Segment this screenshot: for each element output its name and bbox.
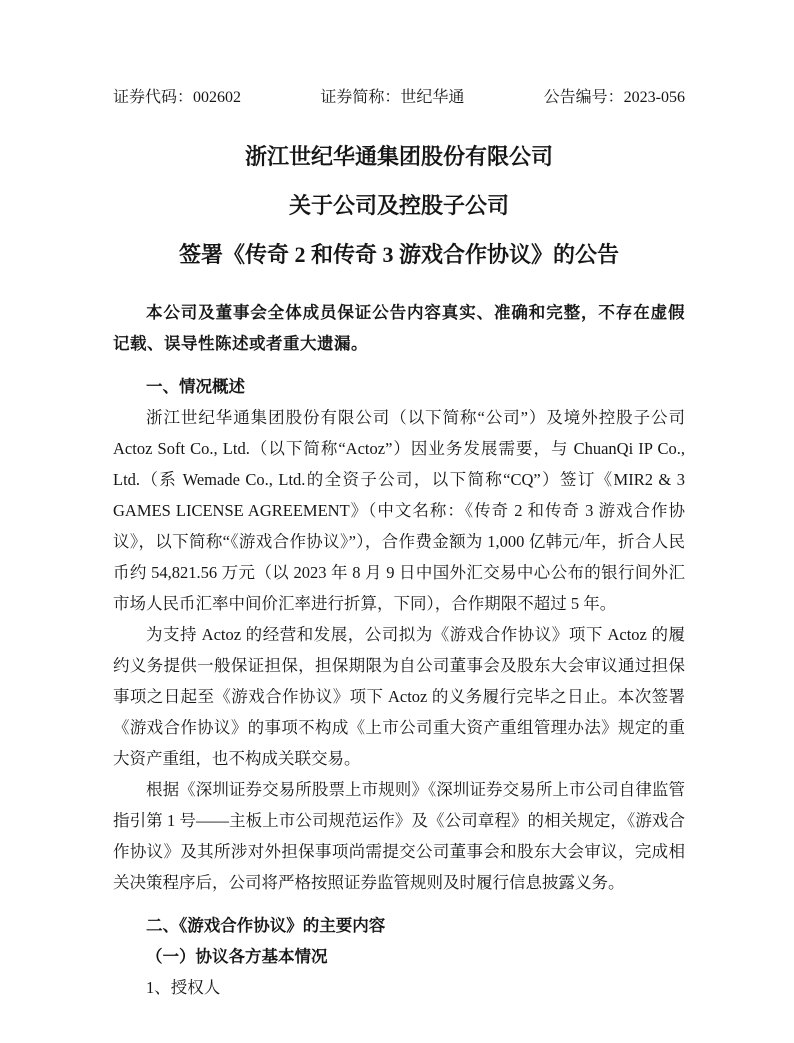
section-1-heading: 一、情况概述 xyxy=(146,377,245,396)
section-2-item-licensor: 1、授权人 xyxy=(146,978,221,997)
section-1-paragraph-3: 根据《深圳证券交易所股票上市规则》《深圳证券交易所上市公司自律监管指引第 1 号——主板上市公司规范运作》及《公司章程》的相关规定，《游戏合作协议》及其所涉对外担保事项尚需提交公司董事会和股东大会审议，完成相关决策程序后，公司将严格按照证券监管规则及时履行信息披露义务。 xyxy=(113,780,685,892)
announcement-number-label: 公告编号：2023-056 xyxy=(543,89,685,106)
stock-code-label: 证券代码：002602 xyxy=(113,89,242,106)
document-body xyxy=(113,371,685,1003)
section-2-subheading: （一）协议各方基本情况 xyxy=(146,947,328,966)
securities-header-row xyxy=(113,88,685,108)
title-line-company: 浙江世纪华通集团股份有限公司 xyxy=(244,144,553,169)
section-1-paragraph-2: 为支持 Actoz 的经营和发展，公司拟为《游戏合作协议》项下 Actoz 的履约义务提供一般保证担保，担保期限为自公司董事会及股东大会审议通过担保事项之日起至《游戏合作协议》项下 Actoz 的义务履行完毕之日止。本次签署《游戏合作协议》的事项不构成《上市公司重大资产重组管理办法》规定的重大资产重组，也不构成关联交易。 xyxy=(113,625,685,768)
title-line-agreement: 签署《传奇 2 和传奇 3 游戏合作协议》的公告 xyxy=(178,242,619,267)
document-title xyxy=(113,132,685,279)
board-disclaimer-statement: 本公司及董事会全体成员保证公告内容真实、准确和完整，不存在虚假记载、误导性陈述或者重大遗漏。 xyxy=(113,303,685,353)
section-1-paragraph-1: 浙江世纪华通集团股份有限公司（以下简称“公司”）及境外控股子公司 Actoz Soft Co., Ltd.（以下简称“Actoz”）因业务发展需要，与 ChuanQi IP Co., Ltd.（系 Wemade Co., Ltd.的全资子公司，以下简称“CQ”）签订《MIR2 & 3 GAMES LICENSE AGREEMENT》（中文名称：《传奇 2 和传奇 3 游戏合作协议》，以下简称“《游戏合作协议》”），合作费金额为 1,000 亿韩元/年，折合人民币约 54,821.56 万元（以 2023 年 8 月 9 日中国外汇交易中心公布的银行间外汇市场人民币汇率中间价汇率进行折算，下同），合作期限不超过 5 年。 xyxy=(113,408,685,613)
section-2-heading: 二、《游戏合作协议》的主要内容 xyxy=(146,916,386,935)
stock-abbr-label: 证券简称：世纪华通 xyxy=(320,89,465,106)
title-line-subject: 关于公司及控股子公司 xyxy=(288,193,509,218)
